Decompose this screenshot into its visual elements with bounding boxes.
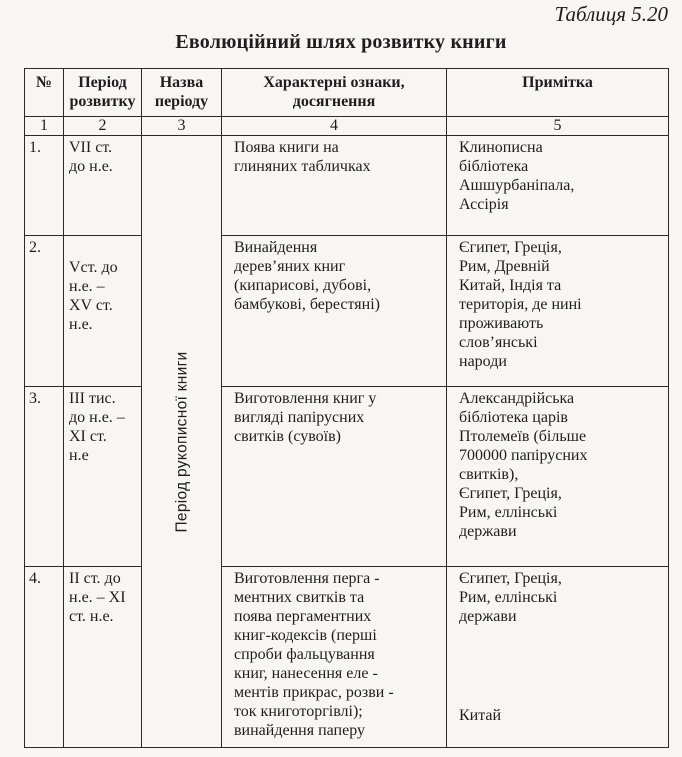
- note-text: Китай: [459, 707, 502, 724]
- table-number: Таблиця 5.20: [554, 2, 668, 26]
- table-row: [25, 567, 669, 748]
- header-period-name: Назва періоду: [142, 69, 222, 117]
- evolution-table: [24, 68, 669, 748]
- row-period: VII ст. до н.е.: [64, 136, 142, 236]
- header-features: Характерні ознаки, досягнення: [222, 69, 447, 117]
- row-period: III тис. до н.е. – XI ст. н.е: [64, 387, 142, 567]
- row-features: Виготовлення перга - ментних свитків та поява пергаментних книг-кодексів (перші спроби фальцування книг, нанесення еле - ментів прикрас, розви - ток книготоргівлі); винайдення паперу: [222, 567, 447, 748]
- table-row: [25, 387, 669, 567]
- column-number: 1: [25, 117, 64, 136]
- row-note: Александрійська бібліотека царів Птолемеїв (більше 700000 папірусних свитків), Єгипет, Греція, Рим, еллінські держави: [447, 387, 669, 567]
- period-name-cell: [142, 136, 222, 748]
- table-row: [25, 236, 669, 387]
- row-features: Винайдення дерев’яних книг (кипарисові, дубові, бамбукові, берестяні): [222, 236, 447, 387]
- row-features: Поява книги на глиняних табличках: [222, 136, 447, 236]
- header-row: [25, 69, 669, 117]
- row-number: 3.: [25, 387, 64, 567]
- row-number: 4.: [25, 567, 64, 748]
- column-number-row: [25, 117, 669, 136]
- header-note: Примітка: [447, 69, 669, 117]
- column-number: 2: [64, 117, 142, 136]
- row-number: 1.: [25, 136, 64, 236]
- row-note: Клинописна бібліотека Ашшурбаніпала, Ассірія: [447, 136, 669, 236]
- header-period: Період розвитку: [64, 69, 142, 117]
- row-note: Єгипет, Греція, Рим, Древній Китай, Індія та територія, де нині проживають слов’янські народи: [447, 236, 669, 387]
- note-text: Єгипет, Греція, Рим, еллінські держави: [459, 570, 562, 625]
- header-number: №: [25, 69, 64, 117]
- table-row: [25, 136, 669, 236]
- column-number: 4: [222, 117, 447, 136]
- column-number: 3: [142, 117, 222, 136]
- period-name: Період рукописної книги: [173, 350, 190, 533]
- row-period: Vст. до н.е. – XV ст. н.е.: [64, 236, 142, 387]
- row-number: 2.: [25, 236, 64, 387]
- table-title: Еволюційний шлях розвитку книги: [175, 31, 507, 53]
- row-period: II ст. до н.е. – XI ст. н.е.: [64, 567, 142, 748]
- row-features: Виготовлення книг у вигляді папірусних свитків (сувоїв): [222, 387, 447, 567]
- column-number: 5: [447, 117, 669, 136]
- row-note: [447, 567, 669, 748]
